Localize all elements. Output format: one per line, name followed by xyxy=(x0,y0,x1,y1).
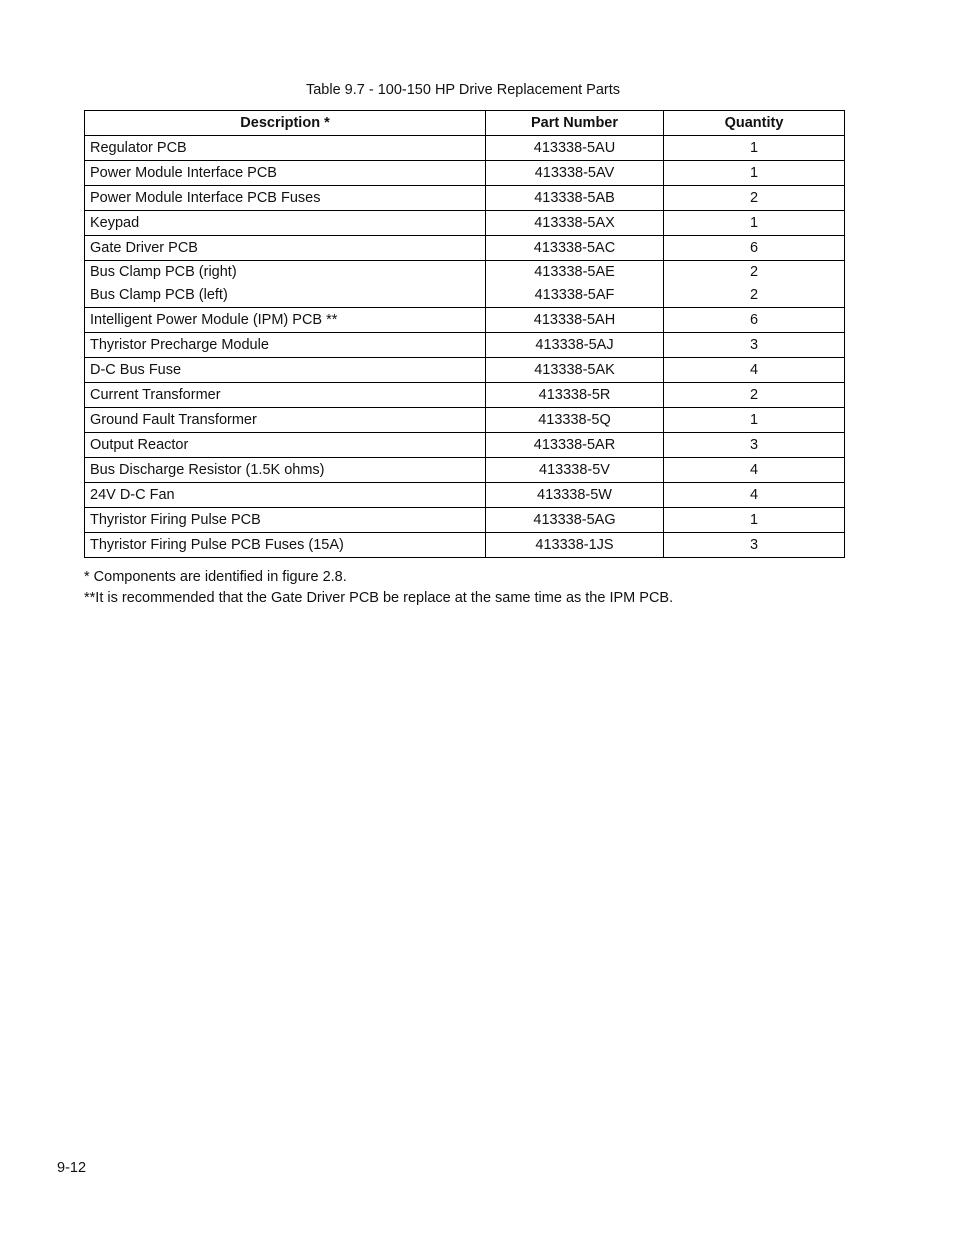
cell-quantity: 1 xyxy=(664,211,845,236)
cell-description: D-C Bus Fuse xyxy=(85,358,486,383)
table-row xyxy=(85,433,845,458)
cell-description: Intelligent Power Module (IPM) PCB ** xyxy=(85,308,486,333)
cell-quantity: 1 xyxy=(664,161,845,186)
cell-description: Gate Driver PCB xyxy=(85,236,486,261)
cell-quantity-line: 2 xyxy=(749,287,759,303)
footnote-recommendation: **It is recommended that the Gate Driver PCB be replace at the same time as the IPM PCB. xyxy=(84,590,674,606)
cell-description xyxy=(85,261,486,308)
cell-part-number-line: 413338-5AF xyxy=(534,287,615,303)
cell-part-number: 413338-5AB xyxy=(486,186,664,211)
table-header-row xyxy=(85,111,845,136)
cell-part-number: 413338-5Q xyxy=(486,408,664,433)
table-row xyxy=(85,186,845,211)
cell-quantity: 4 xyxy=(664,458,845,483)
cell-quantity: 3 xyxy=(664,433,845,458)
cell-description: Thyristor Firing Pulse PCB Fuses (15A) xyxy=(85,533,486,558)
cell-quantity: 2 xyxy=(664,383,845,408)
cell-part-number: 413338-5AV xyxy=(486,161,664,186)
table-row xyxy=(85,211,845,236)
replacement-parts-table xyxy=(84,110,845,558)
table-caption: Table 9.7 - 100-150 HP Drive Replacement Parts xyxy=(305,82,621,98)
cell-quantity: 1 xyxy=(664,508,845,533)
cell-part-number: 413338-5AC xyxy=(486,236,664,261)
cell-part-number xyxy=(486,261,664,308)
cell-description: Ground Fault Transformer xyxy=(85,408,486,433)
cell-quantity: 6 xyxy=(664,236,845,261)
cell-description-line: Bus Clamp PCB (right) xyxy=(90,264,237,280)
cell-quantity: 4 xyxy=(664,483,845,508)
table-row xyxy=(85,261,845,308)
table-row xyxy=(85,508,845,533)
table-row xyxy=(85,358,845,383)
cell-description: Bus Discharge Resistor (1.5K ohms) xyxy=(85,458,486,483)
cell-part-number: 413338-5AU xyxy=(486,136,664,161)
cell-part-number: 413338-5AR xyxy=(486,433,664,458)
cell-description-line: Bus Clamp PCB (left) xyxy=(90,287,228,303)
table-row xyxy=(85,161,845,186)
footnote-components: * Components are identified in figure 2.8. xyxy=(84,569,347,585)
cell-description: Current Transformer xyxy=(85,383,486,408)
cell-quantity: 1 xyxy=(664,136,845,161)
cell-part-number: 413338-5AX xyxy=(486,211,664,236)
cell-description: Thyristor Firing Pulse PCB xyxy=(85,508,486,533)
table-row xyxy=(85,308,845,333)
cell-part-number: 413338-5AH xyxy=(486,308,664,333)
table-row xyxy=(85,383,845,408)
cell-quantity: 3 xyxy=(664,533,845,558)
cell-quantity: 3 xyxy=(664,333,845,358)
cell-part-number: 413338-5W xyxy=(486,483,664,508)
cell-part-number-line: 413338-5AE xyxy=(534,264,615,280)
table-row xyxy=(85,533,845,558)
cell-description: Power Module Interface PCB xyxy=(85,161,486,186)
cell-description: Power Module Interface PCB Fuses xyxy=(85,186,486,211)
table-row xyxy=(85,483,845,508)
cell-quantity xyxy=(664,261,845,308)
cell-description: 24V D-C Fan xyxy=(85,483,486,508)
cell-quantity: 4 xyxy=(664,358,845,383)
header-quantity: Quantity xyxy=(664,111,845,136)
cell-description: Thyristor Precharge Module xyxy=(85,333,486,358)
cell-part-number: 413338-5V xyxy=(486,458,664,483)
table-row xyxy=(85,136,845,161)
cell-description: Output Reactor xyxy=(85,433,486,458)
cell-quantity: 1 xyxy=(664,408,845,433)
table-row xyxy=(85,333,845,358)
page-number: 9-12 xyxy=(57,1160,87,1176)
table-footnotes xyxy=(84,567,673,609)
cell-description: Keypad xyxy=(85,211,486,236)
header-part-number: Part Number xyxy=(486,111,664,136)
cell-part-number: 413338-5R xyxy=(486,383,664,408)
cell-quantity: 6 xyxy=(664,308,845,333)
table-row xyxy=(85,408,845,433)
cell-part-number: 413338-5AJ xyxy=(486,333,664,358)
cell-part-number: 413338-1JS xyxy=(486,533,664,558)
cell-part-number: 413338-5AG xyxy=(486,508,664,533)
cell-quantity-line: 2 xyxy=(749,264,759,280)
cell-description: Regulator PCB xyxy=(85,136,486,161)
table-row xyxy=(85,236,845,261)
cell-part-number: 413338-5AK xyxy=(486,358,664,383)
table-row xyxy=(85,458,845,483)
cell-quantity: 2 xyxy=(664,186,845,211)
header-description: Description * xyxy=(85,111,486,136)
